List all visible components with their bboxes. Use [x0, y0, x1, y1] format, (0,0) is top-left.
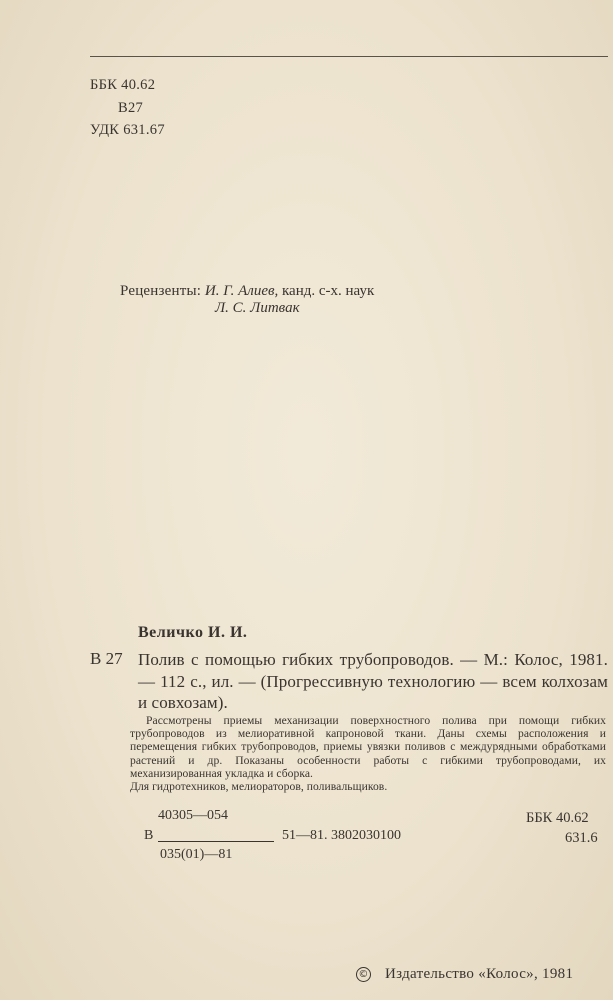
- catalog-middle: 51—81. 3802030100: [282, 828, 401, 843]
- reviewer-1-title: канд. с-х. наук: [282, 283, 375, 299]
- reviewer-2-name: Л. С. Литвак: [215, 300, 300, 316]
- copyright-line: [356, 966, 573, 983]
- catalog-denominator: 035(01)—81: [160, 847, 233, 862]
- udk-index: УДК 631.67: [90, 122, 165, 138]
- record-code: В 27: [90, 649, 123, 668]
- catalog-letter: В: [144, 828, 154, 843]
- bbk-index: ББК 40.62: [90, 77, 156, 93]
- catalog-fraction-line: [158, 841, 274, 842]
- record-author: Величко И. И.: [138, 624, 248, 641]
- record-annotation: Рассмотрены приемы механизации поверхностного полива при помощи гибких трубопроводов из мелиоративной капроновой ткани. Даны схемы расположения и перемещения гибких трубопроводов, приемы увязки поливов с междурядными обработками растений и др. Показаны особенности работы с гибкими трубопроводами, их механизированная укладка и сборка.: [130, 714, 606, 780]
- author-mark: В27: [118, 100, 144, 116]
- copyright-text: Издательство «Колос», 1981: [385, 966, 574, 982]
- copyright-icon: ©: [356, 967, 371, 982]
- record-annotation-block: [130, 714, 606, 793]
- reviewer-1-name: И. Г. Алиев,: [204, 283, 279, 299]
- reviewers-label: Рецензенты:: [120, 283, 202, 299]
- reviewers-block: [120, 281, 375, 316]
- catalog-bbk: ББК 40.62: [526, 810, 589, 826]
- record-description: Полив с помощью гибких трубопроводов. — М.: Колос, 1981. — 112 с., ил. — (Прогрессивную технологию — всем колхозам и совхозам).: [138, 650, 608, 712]
- top-rule: [90, 56, 608, 57]
- catalog-numerator: 40305—054: [158, 808, 228, 823]
- catalog-udk: 631.6: [565, 830, 598, 846]
- record-audience: Для гидротехников, мелиораторов, поливальщиков.: [130, 780, 388, 794]
